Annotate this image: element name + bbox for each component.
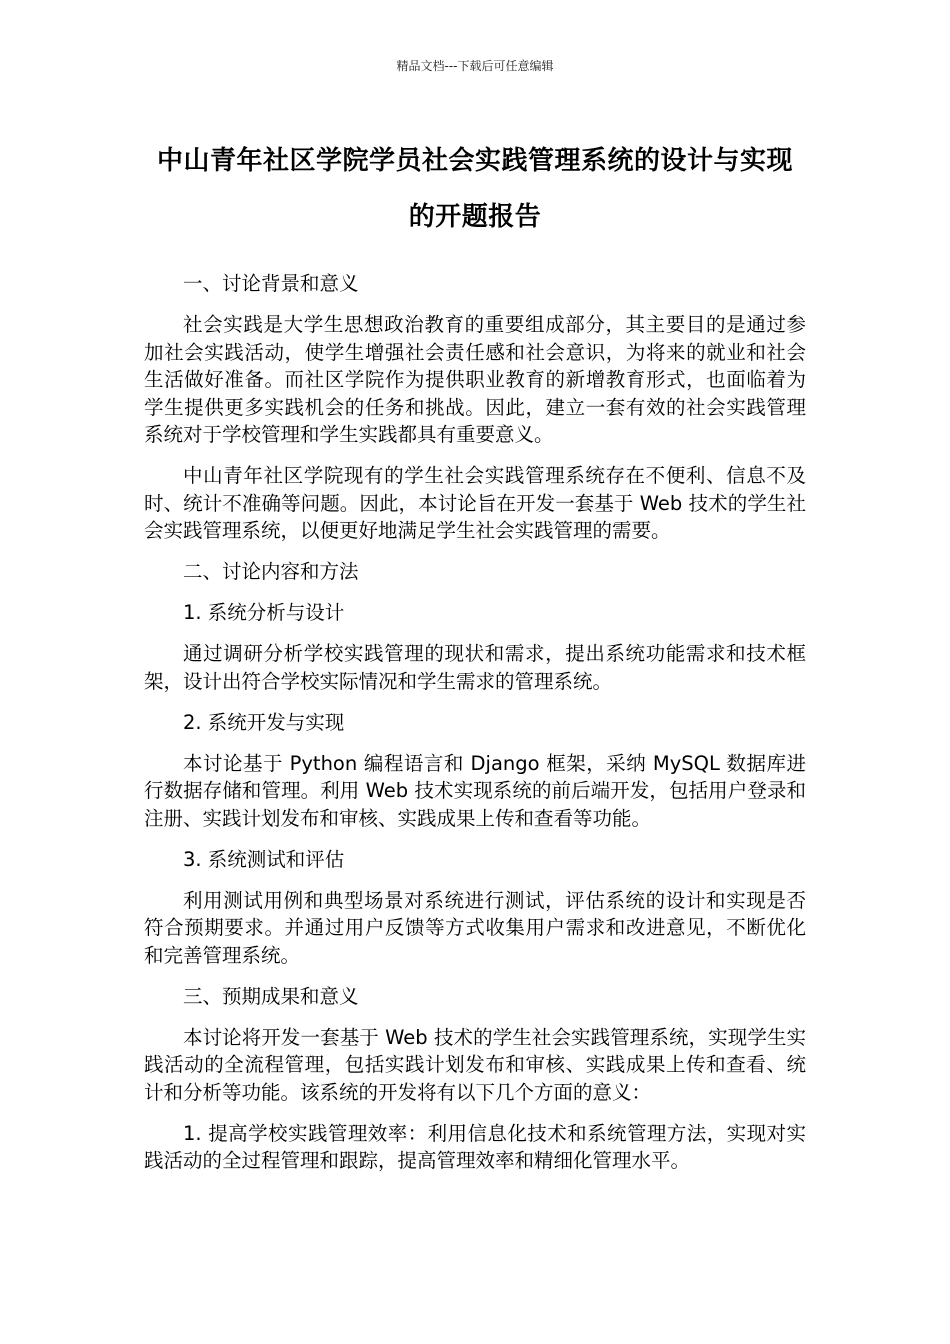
- section-heading: 3. 系统测试和评估: [183, 847, 345, 871]
- body-paragraph: 社会实践是大学生思想政治教育的重要组成部分，其主要目的是通过参加社会实践活动，使学生增强社会责任感和社会意识，为将来的就业和社会生活做好准备。而社区学院作为提供职业教育的新增教育形式，也面临着为学生提供更多实践机会的任务和挑战。因此，建立一套有效的社会实践管理系统对于学校管理和学生实践都具有重要意义。: [144, 313, 806, 446]
- document-body: [144, 270, 806, 1188]
- body-paragraph: 通过调研分析学校实践管理的现状和需求，提出系统功能需求和技术框架，设计出符合学校实际情况和学生需求的管理系统。: [144, 642, 806, 693]
- section-heading: 一、讨论背景和意义: [183, 272, 359, 295]
- header-note: 精品文档---下载后可任意编辑: [396, 59, 554, 73]
- section-heading: 二、讨论内容和方法: [183, 560, 359, 583]
- body-paragraph: 本讨论将开发一套基于 Web 技术的学生社会实践管理系统，实现学生实践活动的全流程管理，包括实践计划发布和审核、实践成果上传和查看、统计和分析等功能。该系统的开发将有以下几个方面的意义：: [144, 1025, 806, 1104]
- body-paragraph: 中山青年社区学院现有的学生社会实践管理系统存在不便利、信息不及时、统计不准确等问题。因此，本讨论旨在开发一套基于 Web 技术的学生社会实践管理系统，以便更好地满足学生社会实践管理的需要。: [144, 464, 806, 542]
- document-title: 中山青年社区学院学员社会实践管理系统的设计与实现的开题报告: [156, 146, 793, 232]
- section-heading: 1. 系统分析与设计: [183, 601, 345, 624]
- body-paragraph: 1. 提高学校实践管理效率：利用信息化技术和系统管理方法，实现对实践活动的全过程管理和跟踪，提高管理效率和精细化管理水平。: [144, 1121, 806, 1172]
- section-heading: 三、预期成果和意义: [183, 984, 359, 1008]
- section-heading: 2. 系统开发与实现: [183, 710, 345, 734]
- body-paragraph: 利用测试用例和典型场景对系统进行测试，评估系统的设计和实现是否符合预期要求。并通过用户反馈等方式收集用户需求和改进意见，不断优化和完善管理系统。: [144, 888, 806, 967]
- body-paragraph: 本讨论基于 Python 编程语言和 Django 框架，采纳 MySQL 数据库进行数据存储和管理。利用 Web 技术实现系统的前后端开发，包括用户登录和注册、实践计划发布和审核、实践成果上传和查看等功能。: [144, 751, 806, 830]
